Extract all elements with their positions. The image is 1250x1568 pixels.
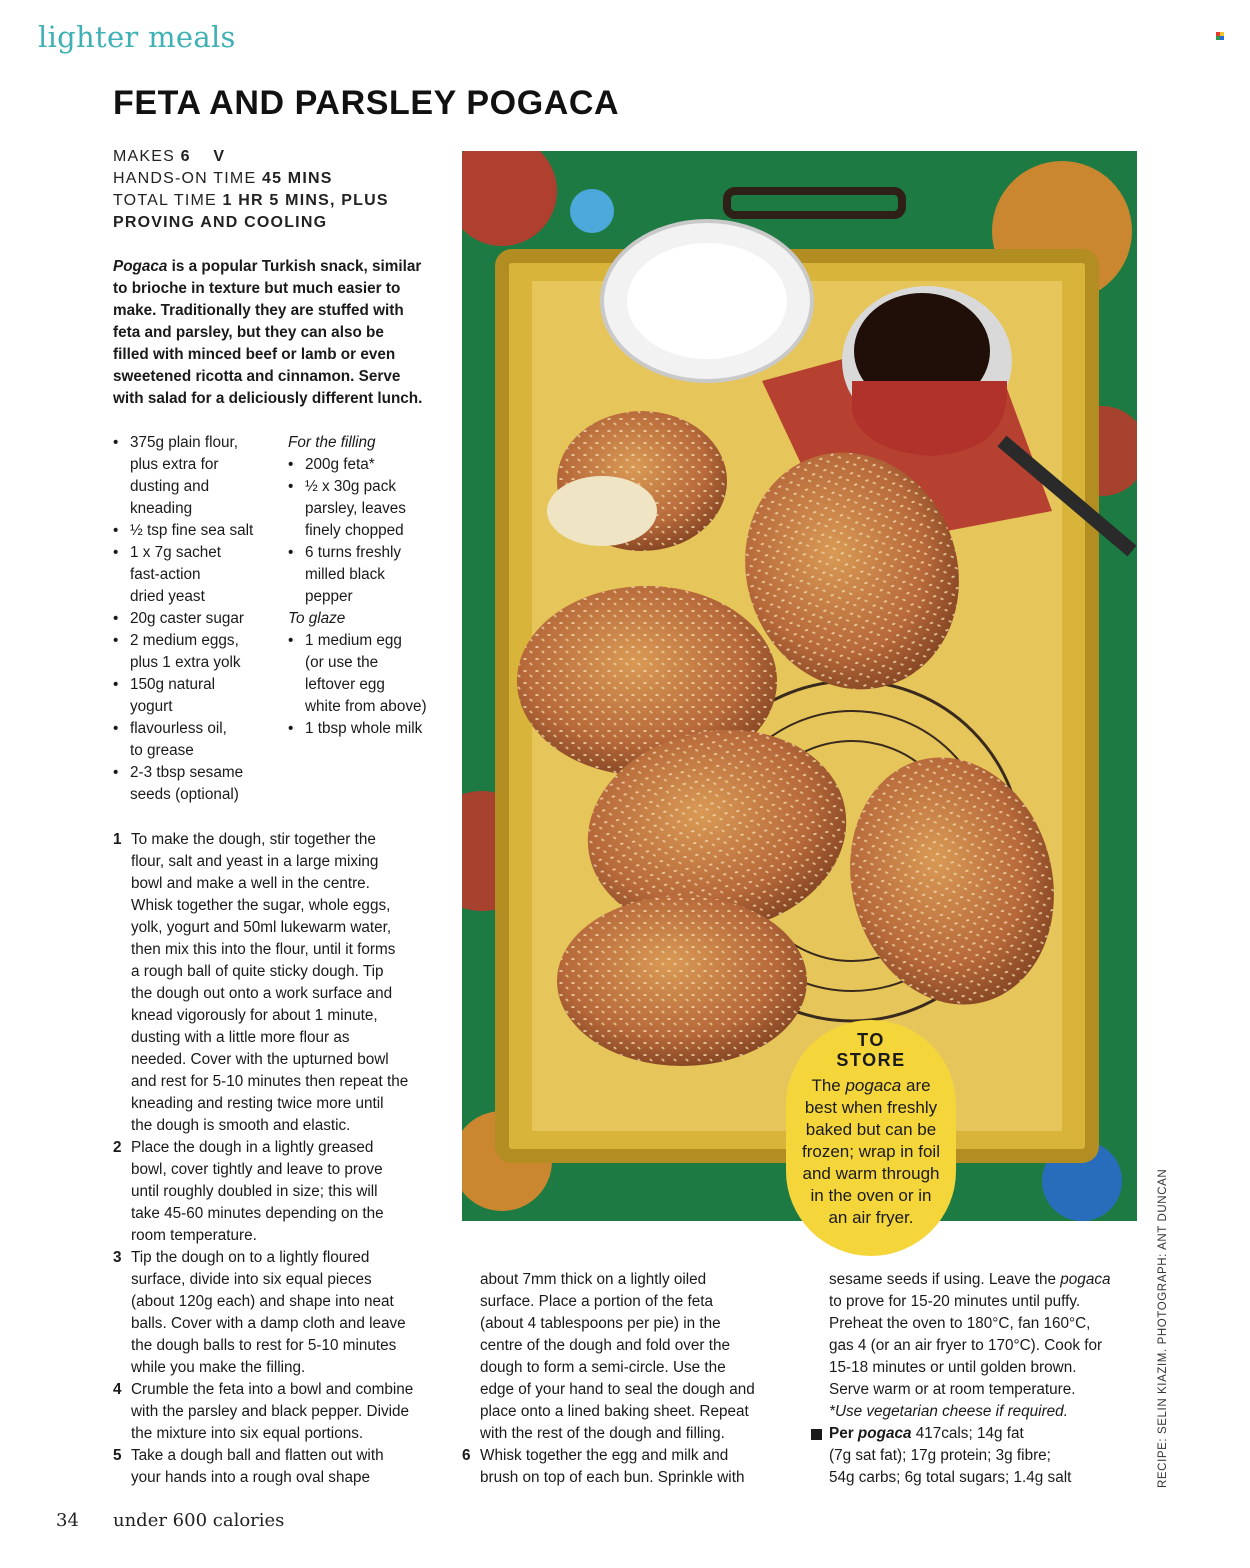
footer-label: under 600 calories [113,1510,285,1531]
filling-and-glaze-list [288,432,458,740]
ingredient-item: • flavourless oil, to grease [113,718,283,762]
corner-mark [1216,32,1224,39]
photo-credit: RECIPE: SELIN KIAZIM. PHOTOGRAPH: ANT DUNCAN [1157,1168,1169,1488]
method-step: 3 Tip the dough on to a lightly floured surface, divide into six equal pieces (about 120g each) and shape into neat balls. Cover with a damp cloth and leave the dough balls to rest for 5-10 minutes while you make the filling. [113,1249,406,1376]
ingredient-item: • 2-3 tbsp sesame seeds (optional) [113,762,283,806]
method-step: 5 Take a dough ball and flatten out with your hands into a rough oval shape [113,1447,384,1486]
nutrition-bullet [811,1429,822,1440]
method-step: 2 Place the dough in a lightly greased bowl, cover tightly and leave to prove until roughly doubled in size; this will take 45-60 minutes depending on the room temperature. [113,1139,384,1244]
ingredient-item: • ½ tsp fine sea salt [113,520,283,542]
ingredient-item: • 2 medium eggs, plus 1 extra yolk [113,630,283,674]
method-step: 4 Crumble the feta into a bowl and combine with the parsley and black pepper. Divide the mixture into six equal portions. [113,1381,414,1442]
ingredient-item: • 150g natural yogurt [113,674,283,718]
method-step-continued: sesame seeds if using. Leave the pogaca to prove for 15-20 minutes until puffy. Preheat the oven to 180°C, fan 160°C, gas 4 (or an air fryer to 170°C). Cook for 15-18 minutes or until golden brown. Serve warm or at room temperature. *Use vegetarian cheese if required. [811,1269,1151,1423]
ingredient-item: • 1 medium egg (or use the leftover egg white from above) [288,630,458,718]
ingredients-list [113,432,283,806]
method-column-3 [811,1269,1151,1489]
method-column-1 [113,829,453,1489]
ingredient-item: • 200g feta* [288,454,458,476]
glaze-heading: To glaze [288,610,346,627]
nutrition-info: Per pogaca 417cals; 14g fat (7g sat fat); 17g protein; 3g fibre; 54g carbs; 6g total sugars; 1.4g salt [811,1423,1151,1489]
method-step: 1 To make the dough, stir together the flour, salt and yeast in a large mixing bowl and make a well in the centre. Whisk together the sugar, whole eggs, yolk, yogurt and 50ml lukewarm water, then mix this into the flour, until it forms a rough ball of quite sticky dough. Tip the dough out onto a work surface and knead vigorously for about 1 minute, dusting with a little more flour as needed. Cover with the upturned bowl and rest for 5-10 minutes then repeat the kneading and resting twice more until the dough is smooth and elastic. [113,831,409,1134]
to-store-callout: TO STORE The pogaca are best when freshly baked but can be frozen; wrap in foil and warm through in the oven or in an air fryer. [786,1020,956,1256]
recipe-title: FETA AND PARSLEY POGACA [113,84,620,122]
ingredient-item: • 20g caster sugar [113,608,283,630]
vegetarian-note: *Use vegetarian cheese if required. [829,1403,1068,1420]
filling-heading: For the filling [288,434,376,451]
ingredient-item: • 1 tbsp whole milk [288,718,458,740]
page-number: 34 [56,1510,79,1531]
ingredient-item: • 6 turns freshly milled black pepper [288,542,458,608]
ingredient-item: • ½ x 30g pack parsley, leaves finely chopped [288,476,458,542]
method-column-2 [462,1269,802,1489]
recipe-intro: Pogaca is a popular Turkish snack, similar to brioche in texture but much easier to make. Traditionally they are stuffed with feta and parsley, but they can also be filled with minced beef or lamb or even sweetened ricotta and cinnamon. Serve with salad for a deliciously different lunch. [113,258,423,407]
ingredient-item: • 1 x 7g sachet fast-action dried yeast [113,542,283,608]
recipe-meta: MAKES 6 V HANDS-ON TIME 45 MINS TOTAL TIME 1 HR 5 MINS, PLUS PROVING AND COOLING [113,148,389,231]
method-step: 6 Whisk together the egg and milk and brush on top of each bun. Sprinkle with [462,1447,745,1486]
section-title: lighter meals [38,20,236,54]
ingredient-item: • 375g plain flour, plus extra for dusting and kneading [113,432,283,520]
method-step-continued: about 7mm thick on a lightly oiled surface. Place a portion of the feta (about 4 tablespoons per pie) in the centre of the dough and fold over the dough to form a semi-circle. Use the edge of your hand to seal the dough and place onto a lined baking sheet. Repeat with the rest of the dough and filling. [480,1271,755,1442]
